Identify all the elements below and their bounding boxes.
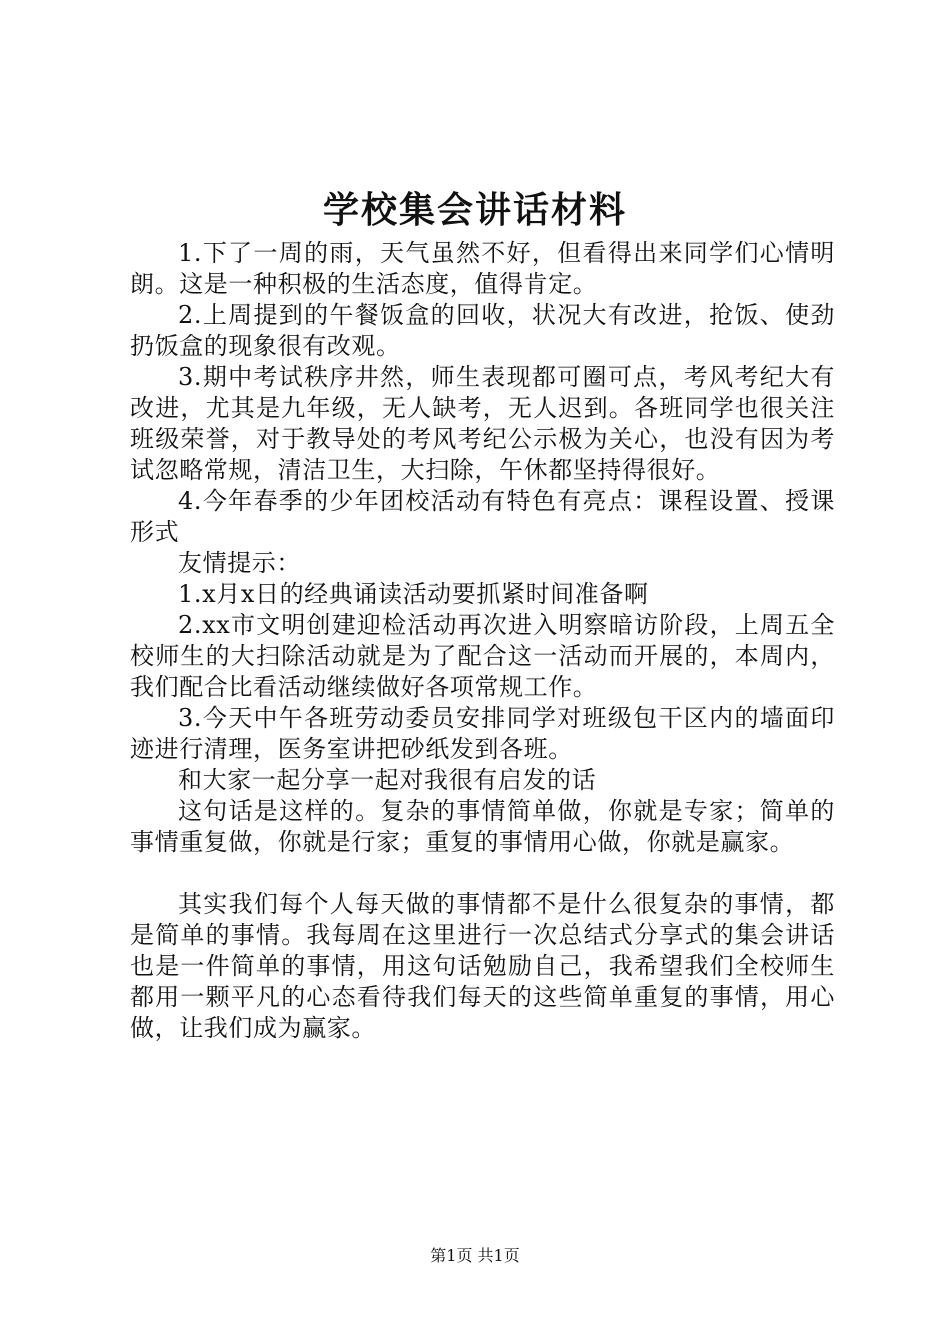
tips-heading: 友情提示： (178, 549, 301, 577)
tip-2: 2.xx市文明创建迎检活动再次进入明察暗访阶段，上周五全校师生的大扫除活动就是为了配合这一活动而开展的，本周内，我们配合比看活动继续做好各项常规工作。 (130, 611, 835, 701)
paragraph-2: 2.上周提到的午餐饭盒的回收，状况大有改进，抢饭、使劲扔饭盒的现象很有改观。 (130, 301, 835, 360)
page-footer: 第1页 共1页 (430, 1246, 520, 1265)
paragraph-3: 3.期中考试秩序井然，师生表现都可圈可点，考风考纪大有改进，尤其是九年级，无人缺考，无人迟到。各班同学也很关注班级荣誉，对于教导处的考风考纪公示极为关心，也没有因为考试忽略常规，清洁卫生，大扫除，午休都坚持得很好。 (130, 363, 835, 484)
paragraph-1: 1.下了一周的雨，天气虽然不好，但看得出来同学们心情明朗。这是一种积极的生活态度，值得肯定。 (130, 239, 835, 298)
closing-paragraph: 其实我们每个人每天做的事情都不是什么很复杂的事情，都是简单的事情。我每周在这里进行一次总结式分享式的集会讲话也是一件简单的事情，用这句话勉励自己，我希望我们全校师生都用一颗平凡的心态看待我们每天的这些简单重复的事情，用心做，让我们成为赢家。 (130, 890, 835, 1042)
tip-3: 3.今天中午各班劳动委员安排同学对班级包干区内的墙面印迹进行清理，医务室讲把砂纸发到各班。 (130, 704, 835, 763)
tip-1: 1.x月x日的经典诵读活动要抓紧时间准备啊 (178, 580, 649, 608)
document-body (130, 238, 835, 1044)
quote-paragraph: 这句话是这样的。复杂的事情简单做，你就是专家；简单的事情重复做，你就是行家；重复的事情用心做，你就是赢家。 (130, 797, 835, 856)
paragraph-4: 4.今年春季的少年团校活动有特色有亮点：课程设置、授课形式 (130, 487, 835, 546)
share-intro: 和大家一起分享一起对我很有启发的话 (178, 766, 597, 794)
page-title: 学校集会讲话材料 (322, 189, 627, 231)
